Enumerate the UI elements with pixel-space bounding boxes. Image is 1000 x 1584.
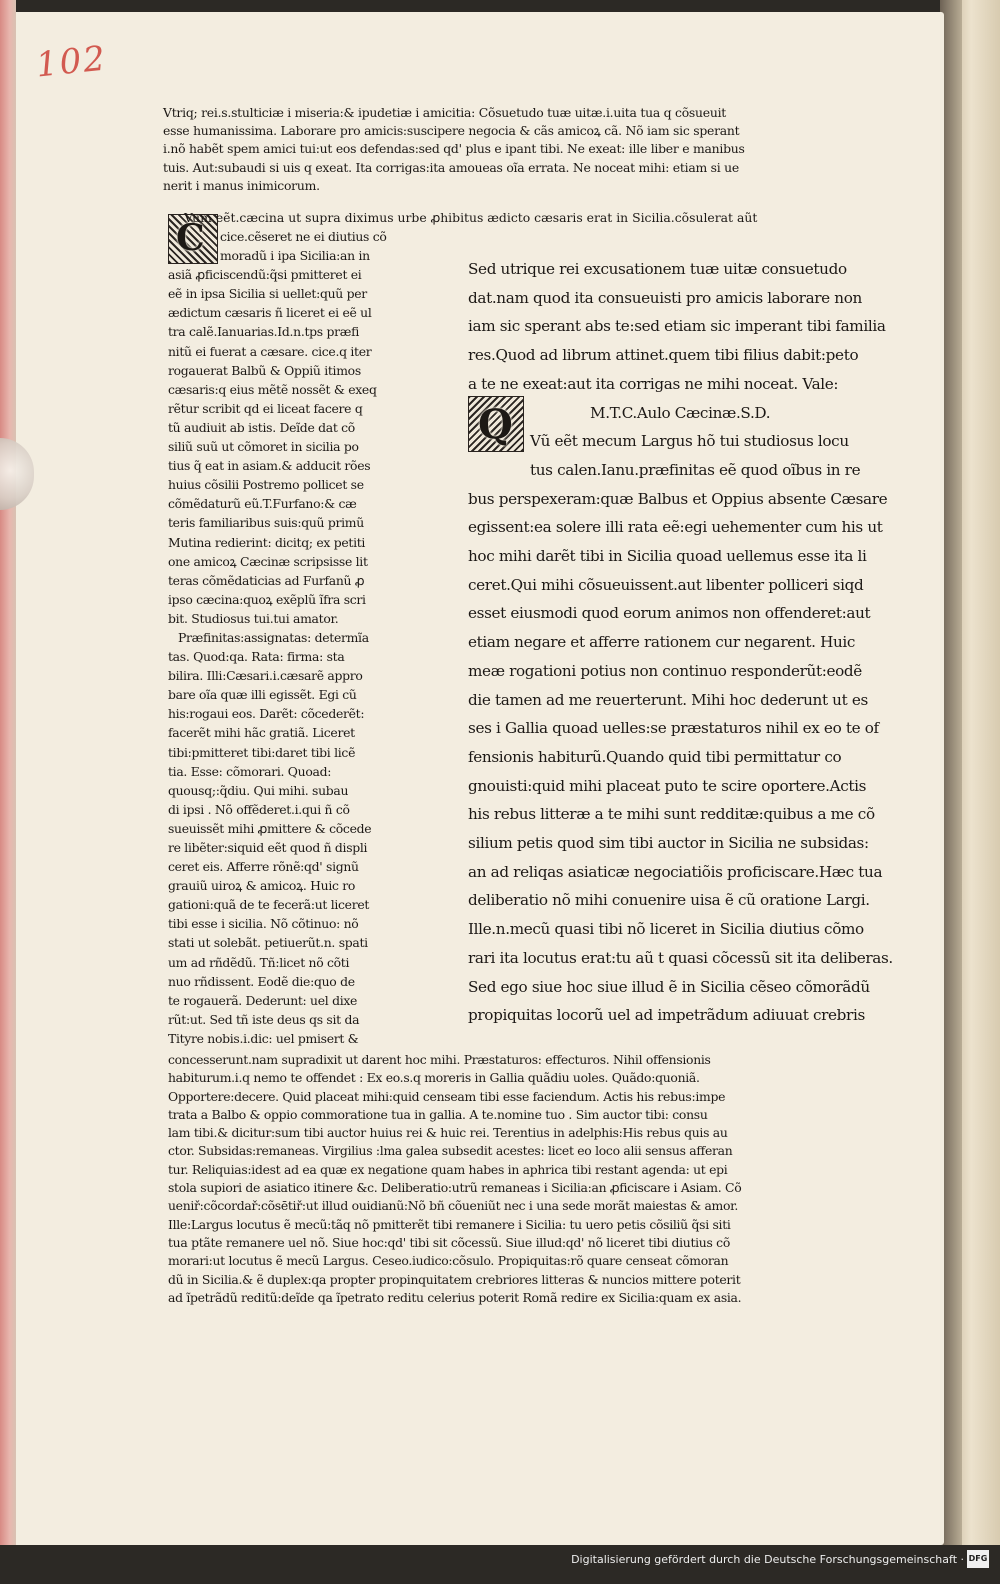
- text-line: tus calen.Ianu.præfinitas eẽ quod oĩbus in re: [530, 460, 861, 479]
- text-line: esse humanissima. Laborare pro amicis:suscipere negocia & cãs amicoꝝ cã. Nõ iam sic sperant: [163, 123, 740, 139]
- text-line: bus perspexeram:quæ Balbus et Oppius absente Cæsare: [468, 489, 888, 508]
- text-line: tra calẽ.Ianuarias.Id.n.tps præfi: [168, 324, 360, 340]
- text-line: tũ audiuit ab istis. Deĩde dat cõ: [168, 419, 355, 435]
- text-line: etiam negare et afferre rationem cur negarent. Huic: [468, 633, 856, 652]
- text-line: one amicoꝝ Cæcinæ scripsisse lit: [168, 553, 368, 569]
- commentary-left-column: [168, 227, 387, 1048]
- text-line: stati ut solebãt. petiuerũt.n. spati: [168, 935, 368, 951]
- dfg-credit: Digitalisierung gefördert durch die Deutsche Forschungsgemeinschaft ·: [571, 1553, 964, 1566]
- text-line: teras cõmẽdaticias ad Furfanũ ꝓ: [168, 572, 365, 588]
- text-line: huius cõsilii Postremo pollicet se: [168, 477, 364, 493]
- text-line: eẽ in ipsa Sicilia si uellet:quũ per: [168, 286, 367, 302]
- text-line: tius q̃ eat in asiam.& adducit rões: [168, 458, 371, 474]
- text-line: dũ in Sicilia.& ẽ duplex:qa propter propinquitatem crebriores litteras & nuncios mittere poterit: [168, 1271, 741, 1287]
- text-line: ceret.Qui mihi cõsueuissent.aut libenter polliceri siqd: [468, 575, 864, 594]
- text-line: grauiũ uiroꝝ & amicoꝝ. Huic ro: [168, 878, 356, 894]
- text-line: tua ptãte remanere uel nõ. Siue hoc:qd' tibi sit cõcessũ. Siue illud:qd' nõ liceret tibi diutius cõ: [168, 1234, 730, 1250]
- text-line: a te ne exeat:aut ita corrigas ne mihi noceat. Vale:: [468, 374, 839, 393]
- initial-letter: C: [176, 217, 205, 259]
- text-line: ceret eis. Afferre rõnẽ:qd' signũ: [168, 859, 359, 875]
- text-line: his:rogaui eos. Darẽt: cõcederẽt:: [168, 706, 365, 722]
- folio-number: 102: [34, 38, 109, 86]
- text-line: rari ita locutus erat:tu aũ t quasi cõcessũ sit ita deliberas.: [468, 948, 893, 967]
- text-line: cæsaris:q eius mẽtẽ nossẽt & exeq: [168, 381, 377, 397]
- text-line: propiquitas locorũ uel ad impetrãdum adiuuat crebris: [468, 1006, 865, 1025]
- text-line: ses i Gallia quoad uelles:se præstaturos nihil ex eo te of: [468, 719, 879, 738]
- text-line: hoc mihi darẽt tibi in Sicilia quoad uellemus esse ita li: [468, 547, 867, 566]
- text-line: rẽtur scribit qd ei liceat facere q: [168, 400, 363, 416]
- text-line: res.Quod ad librum attinet.quem tibi filius dabit:peto: [468, 346, 859, 365]
- text-line: Mutina redierint: dicitq; ex petiti: [168, 534, 366, 550]
- text-line: deliberatio nõ mihi conuenire uisa ẽ cũ oratione Largi.: [468, 891, 870, 910]
- text-line: Vtriq; rei.s.stulticiæ i miseria:& ipudetiæ i amicitia: Cõsuetudo tuæ uitæ.i.uita tua q cõsueuit: [163, 105, 727, 120]
- text-line: cice.cẽseret ne ei diutius cõ: [220, 229, 387, 244]
- text-line: tur. Reliquias:idest ad ea quæ ex negatione quam habes in aphrica tibi restant agenda: ut epi: [168, 1161, 728, 1177]
- text-line: trata a Balbo & oppio commoratione tua in gallia. A te.nomine tuo . Sim auctor tibi: consu: [168, 1106, 708, 1122]
- commentary-bottom: [168, 1051, 741, 1307]
- initial-letter: Q: [478, 401, 513, 448]
- text-line: di ipsi . Nõ offẽderet.i.qui ñ cõ: [168, 801, 350, 817]
- text-line: nuo rñdissent. Eodẽ die:quo de: [168, 973, 355, 989]
- text-line: Tityre nobis.i.dic: uel pmisert &: [168, 1030, 359, 1046]
- text-line: habiturum.i.q nemo te offendet : Ex eo.s.q moreris in Gallia quãdiu uoles. Quãdo:quoniã.: [168, 1070, 700, 1086]
- text-line: nerit i manus inimicorum.: [163, 177, 320, 193]
- text-line: concesserunt.nam supradixit ut darent hoc mihi. Præstaturos: effecturos. Nihil offensionis: [168, 1052, 711, 1067]
- text-line: Vũ eẽt mecum Largus hõ tui studiosus locu: [530, 432, 849, 451]
- left-page-edge: [0, 0, 16, 1545]
- text-line: egissent:ea solere illi rata eẽ:egi uehementer cum his ut: [468, 518, 883, 537]
- text-line: facerẽt mihi hãc gratiã. Liceret: [168, 725, 355, 741]
- text-line: fensionis habiturũ.Quando quid tibi permittatur co: [468, 747, 842, 766]
- text-line: tia. Esse: cõmorari. Quoad:: [168, 763, 332, 779]
- text-line: Ille:Largus locutus ẽ mecũ:tãq nõ pmitterẽt tibi remanere i Sicilia: tu uero petis cõsiliũ q̃si siti: [168, 1216, 731, 1232]
- text-line: iam sic sperant abs te:sed etiam sic imperant tibi familia: [468, 317, 886, 336]
- dfg-logo: DFG: [967, 1550, 989, 1568]
- text-line: bit. Studiosus tui.tui amator.: [168, 610, 339, 626]
- text-line: stola supiori de asiatico itinere &c. Deliberatio:utrũ remaneas i Sicilia:an ꝓficiscare i Asiam. Cõ: [168, 1180, 742, 1196]
- text-line: i.nõ habẽt spem amici tui:ut eos defendas:sed qd' plus e ipant tibi. Ne exeat: ille liber e manibus: [163, 141, 745, 157]
- text-line: um ad rñdẽdũ. Tñ:licet nõ cõti: [168, 954, 350, 970]
- text-line: asiã ꝓficiscendũ:q̃si pmitteret ei: [168, 267, 362, 283]
- text-line: Sed ego siue hoc siue illud ẽ in Sicilia cẽseo cõmorãdũ: [468, 977, 870, 996]
- text-line: Vum eẽt.cæcina ut supra diximus urbe ꝓhibitus ædicto cæsaris erat in Sicilia.cõsulerat aũt: [184, 210, 758, 225]
- letter-heading: M.T.C.Aulo Cæcinæ.S.D.: [590, 403, 771, 422]
- text-line: Sed utrique rei excusationem tuæ uitæ consuetudo: [468, 260, 847, 278]
- text-line: tibi esse i sicilia. Nõ cõtinuo: nõ: [168, 916, 359, 932]
- text-line: his rebus litteræ a te mihi sunt redditæ:quibus a me cõ: [468, 805, 875, 824]
- text-line: an ad reliqas asiaticæ negociatiõis proficiscare.Hæc tua: [468, 862, 883, 881]
- text-line: morari:ut locutus ẽ mecũ Largus. Ceseo.iudico:cõsulo. Propiquitas:rõ quare censeat cõmoran: [168, 1253, 729, 1269]
- text-line: ædictum cæsaris ñ liceret ei eẽ ul: [168, 305, 372, 321]
- text-line: ueniř:cõcordař:cõsētiř:ut illud ouidianũ:Nõ bñ cõueniũt nec i una sede morãt maiestas & amor.: [168, 1198, 739, 1214]
- text-line: Præfinitas:assignatas: determĩa: [178, 629, 369, 645]
- text-line: tas. Quod:qa. Rata: firma: sta: [168, 649, 345, 665]
- text-line: lam tibi.& dicitur:sum tibi auctor huius rei & huic rei. Terentius in adelphis:His rebus quis au: [168, 1125, 728, 1141]
- text-line: cõmẽdaturũ eũ.T.Furfano:& cæ: [168, 496, 357, 512]
- commentary-top: [163, 104, 745, 195]
- main-text-column: [468, 255, 893, 1030]
- text-line: moradũ i ipa Sicilia:an in: [220, 248, 370, 264]
- text-line: tibi:pmitteret tibi:daret tibi licẽ: [168, 744, 356, 760]
- text-line: meæ rogationi potius non continuo responderũt:eodẽ: [468, 661, 862, 680]
- text-line: Ille.n.mecũ quasi tibi nõ liceret in Sicilia diutius cõmo: [468, 920, 864, 939]
- text-line: die tamen ad me reuerterunt. Mihi hoc dederunt ut es: [468, 690, 868, 709]
- text-line: gationi:quã de te fecerã:ut liceret: [168, 897, 370, 913]
- decorated-initial-q: [468, 396, 524, 452]
- text-line: rũt:ut. Sed tñ iste deus qs sit da: [168, 1011, 360, 1027]
- text-line: bare oĩa quæ illi egissẽt. Egi cũ: [168, 687, 357, 703]
- text-line: quousq;:q̃diu. Qui mihi. subau: [168, 782, 349, 798]
- text-line: tuis. Aut:subaudi si uis q exeat. Ita corrigas:ita amoueas oĩa errata. Ne noceat mihi: etiam si ue: [163, 159, 739, 175]
- text-line: te rogauerã. Dederunt: uel dixe: [168, 992, 358, 1008]
- text-line: bilira. Illi:Cæsari.i.cæsarẽ appro: [168, 668, 363, 684]
- text-line: Opportere:decere. Quid placeat mihi:quid censeam tibi esse faciendum. Actis his rebus:impe: [168, 1088, 726, 1104]
- commentary-intro: [184, 209, 757, 227]
- text-line: dat.nam quod ita consueuisti pro amicis laborare non: [468, 288, 862, 307]
- text-line: sueuissẽt mihi ꝓmittere & cõcede: [168, 820, 372, 836]
- text-line: siliũ suũ ut cõmoret in sicilia po: [168, 439, 359, 455]
- text-line: rogauerat Balbũ & Oppiũ itimos: [168, 362, 361, 378]
- text-line: gnouisti:quid mihi placeat puto te scire oportere.Actis: [468, 776, 867, 795]
- text-line: ad ĩpetrãdũ reditũ:deĩde qa ĩpetrato reditu celerius poterit Romã redire ex Sicilia:quam ex asia.: [168, 1289, 742, 1305]
- text-line: nitũ ei fuerat a cæsare. cice.q iter: [168, 343, 372, 359]
- text-line: teris familiaribus suis:quũ primũ: [168, 515, 364, 531]
- text-line: ctor. Subsidas:remaneas. Virgilius :lma galea subsedit acestes: licet eo loco alii sensus afferan: [168, 1143, 733, 1159]
- text-line: re libẽter:siquid eẽt quod ñ displi: [168, 840, 368, 855]
- text-line: ipso cæcina:quoꝝ exẽplũ ĩfra scri: [168, 591, 366, 607]
- text-line: silium petis quod sim tibi auctor in Sicilia ne subsidas:: [468, 834, 869, 853]
- text-line: esset eiusmodi quod eorum animos non offenderet:aut: [468, 604, 871, 623]
